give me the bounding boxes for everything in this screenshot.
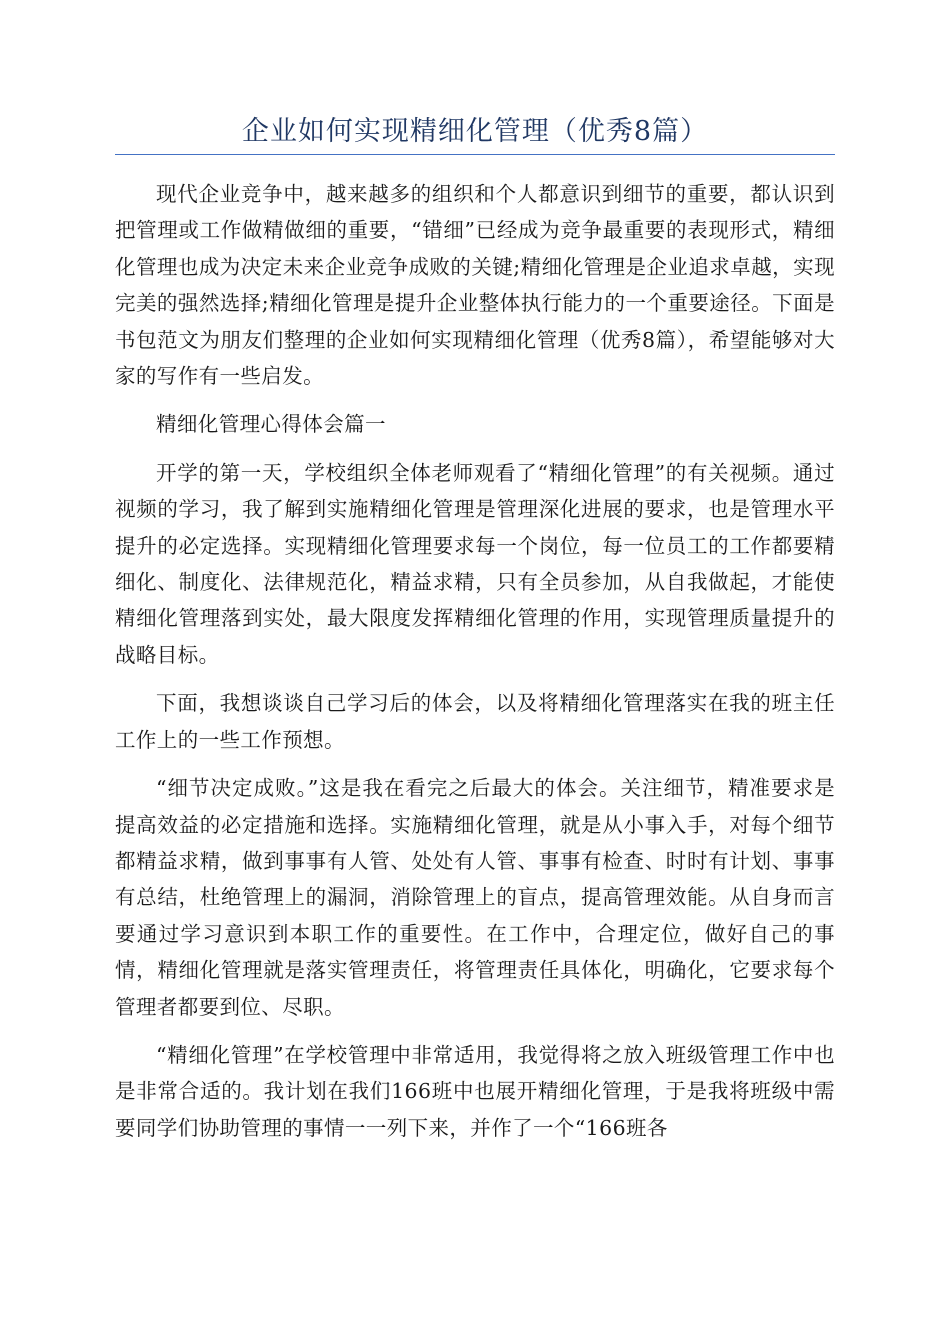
intro-paragraph: 现代企业竞争中，越来越多的组织和个人都意识到细节的重要，都认识到把管理或工作做精做细的重要，“错细”已经成为竞争最重要的表现形式，精细化管理也成为决定未来企业竞争成败的关键;精细化管理是企业追求卓越，实现完美的强然选择;精细化管理是提升企业整体执行能力的一个重要途径。下面是书包范文为朋友们整理的企业如何实现精细化管理（优秀8篇），希望能够对大家的写作有一些启发。 bbox=[115, 182, 835, 389]
section-heading: 精细化管理心得体会篇一 bbox=[156, 412, 386, 437]
title-underline bbox=[115, 154, 835, 155]
body-paragraph: 下面，我想谈谈自己学习后的体会，以及将精细化管理落实在我的班主任工作上的一些工作预想。 bbox=[115, 691, 835, 752]
document-title: 企业如何实现精细化管理（优秀8篇） bbox=[241, 116, 709, 147]
body-paragraph: 开学的第一天，学校组织全体老师观看了“精细化管理”的有关视频。通过视频的学习，我了解到实施精细化管理是管理深化进展的要求，也是管理水平提升的必定选择。实现精细化管理要求每一个岗位，每一位员工的工作都要精细化、制度化、法律规范化，精益求精，只有全员参加，从自我做起，才能使精细化管理落到实处，最大限度发挥精细化管理的作用，实现管理质量提升的战略目标。 bbox=[115, 460, 835, 667]
body-paragraph: “精细化管理”在学校管理中非常适用，我觉得将之放入班级管理工作中也是非常合适的。我计划在我们166班中也展开精细化管理，于是我将班级中需要同学们协助管理的事情一一列下来，并作了一个“166班各 bbox=[115, 1042, 835, 1140]
document-body bbox=[115, 176, 835, 1158]
body-paragraph: “细节决定成败。”这是我在看完之后最大的体会。关注细节，精准要求是提高效益的必定措施和选择。实施精细化管理，就是从小事入手，对每个细节都精益求精，做到事事有人管、处处有人管、事事有检查、时时有计划、事事有总结，杜绝管理上的漏洞，消除管理上的盲点，提高管理效能。从自身而言要通过学习意识到本职工作的重要性。在工作中，合理定位，做好自己的事情，精细化管理就是落实管理责任，将管理责任具体化，明确化，它要求每个管理者都要到位、尽职。 bbox=[115, 776, 835, 1019]
